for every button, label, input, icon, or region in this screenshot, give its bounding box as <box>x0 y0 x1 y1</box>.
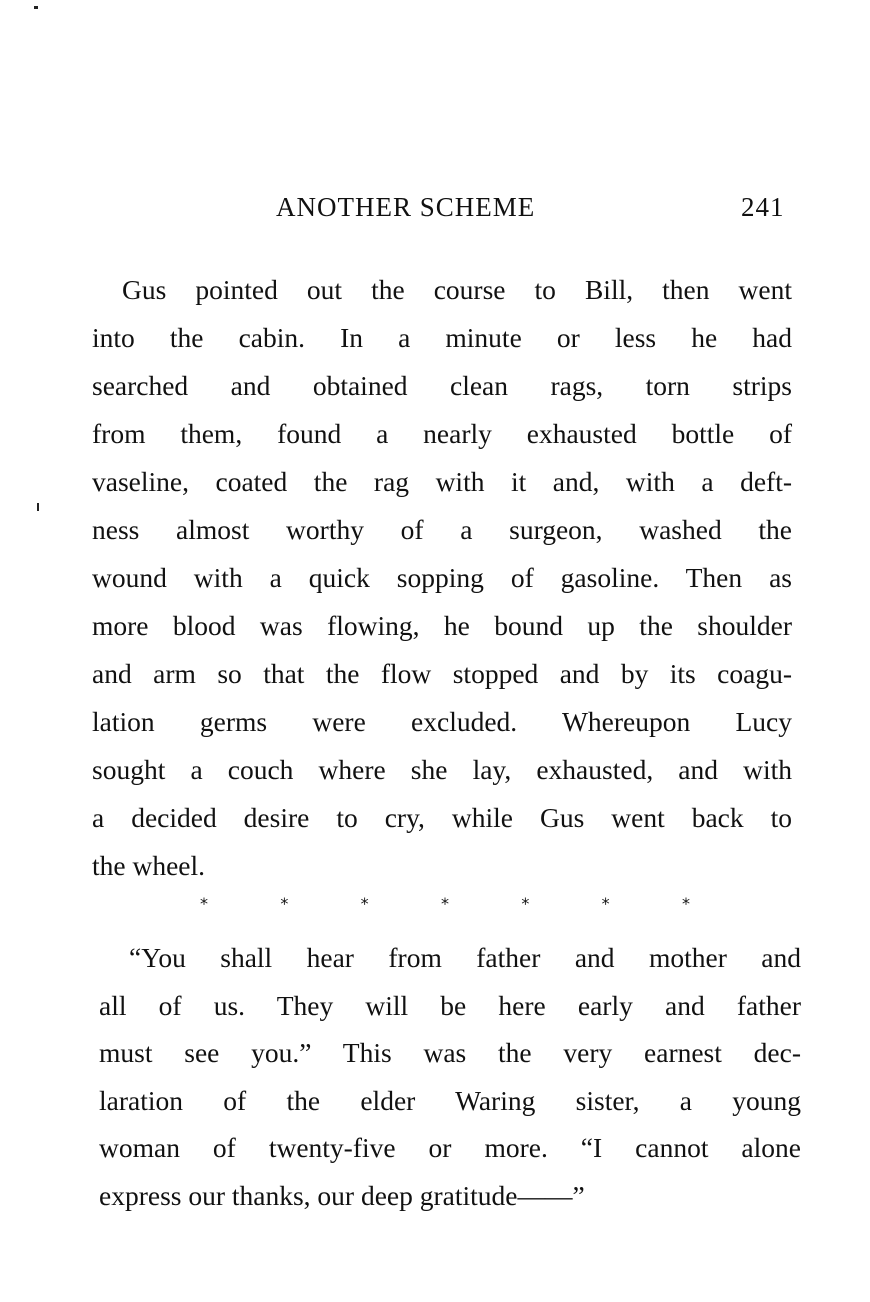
text-line: ness almost worthy of a surgeon, washed the <box>92 514 792 545</box>
asterisk: * <box>440 894 449 913</box>
scan-speck <box>37 503 39 511</box>
text-line: more blood was flowing, he bound up the shoulder <box>92 610 792 641</box>
text-line: Gus pointed out the course to Bill, then went <box>122 274 792 305</box>
text-line: must see you.” This was the very earnest dec- <box>99 1037 801 1068</box>
text-line: all of us. They will be here early and father <box>99 989 801 1021</box>
text-line: into the cabin. In a minute or less he had <box>92 322 792 353</box>
text-line: wound with a quick sopping of gasoline. Then as <box>92 562 792 593</box>
text-line: woman of twenty-five or more. “I cannot alone <box>99 1132 801 1163</box>
text-line: from them, found a nearly exhausted bottle of <box>92 418 792 449</box>
text-line: vaseline, coated the rag with it and, with a deft- <box>92 466 792 497</box>
text-line: sought a couch where she lay, exhausted, and with <box>92 754 792 785</box>
running-title: ANOTHER SCHEME <box>276 192 536 222</box>
text-line: the wheel. <box>92 850 206 881</box>
text-line: express our thanks, our deep gratitude——” <box>99 1179 585 1211</box>
text-line: lation germs were excluded. Whereupon Lucy <box>92 706 792 737</box>
asterisk: * <box>200 894 208 913</box>
text-line: “You shall hear from father and mother and <box>129 942 801 973</box>
text-line: a decided desire to cry, while Gus went back to <box>92 802 792 833</box>
text-line: and arm so that the flow stopped and by its coagu- <box>92 658 792 689</box>
asterisk: * <box>521 894 530 913</box>
asterisk: * <box>360 894 369 913</box>
text-line: laration of the elder Waring sister, a young <box>99 1084 801 1116</box>
section-break <box>200 894 690 913</box>
scan-speck <box>34 6 38 9</box>
page-number: 241 <box>741 192 785 222</box>
body-paragraph <box>99 938 801 1223</box>
text-line: searched and obtained clean rags, torn strips <box>92 370 792 401</box>
asterisk: * <box>280 894 289 913</box>
asterisk: * <box>681 894 690 913</box>
asterisk: * <box>601 894 610 913</box>
running-header <box>0 192 870 232</box>
body-paragraph <box>92 270 792 894</box>
